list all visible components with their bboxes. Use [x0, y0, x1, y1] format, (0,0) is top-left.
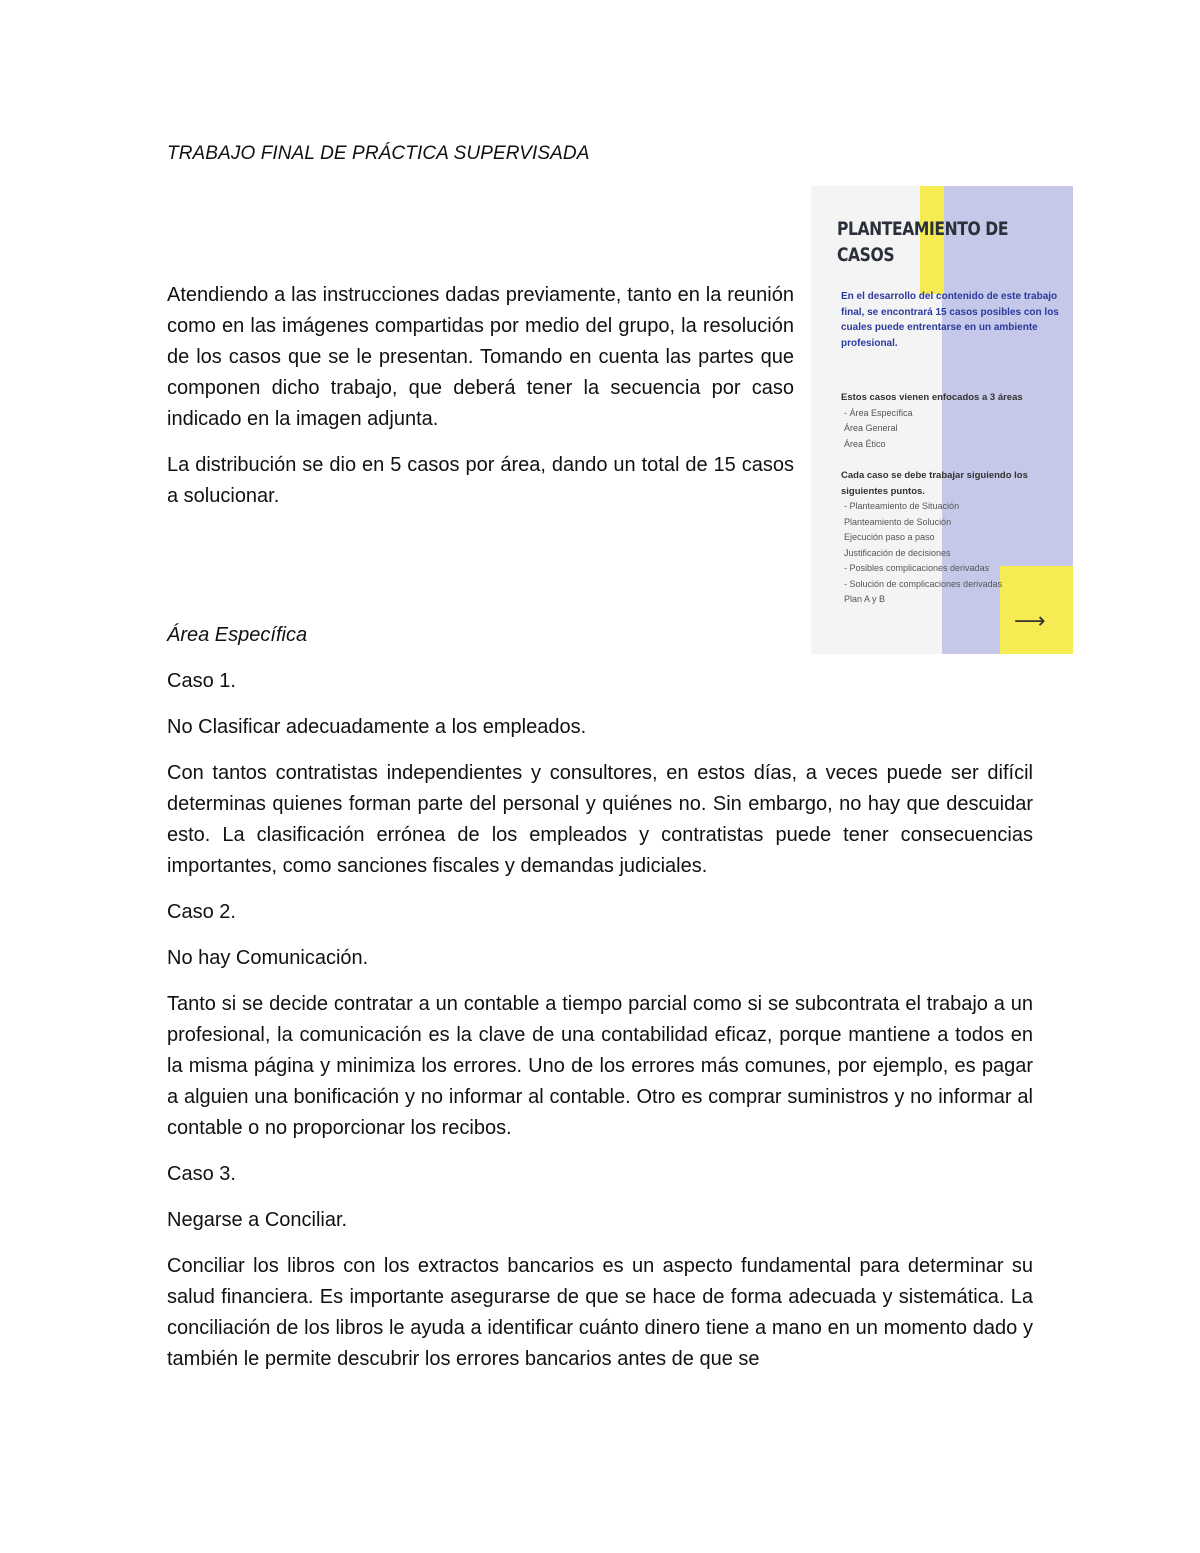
flyer-title: PLANTEAMIENTO DE CASOS	[837, 218, 1009, 266]
list-item: - Planteamiento de Situación	[844, 501, 960, 511]
list-item: Área Ético	[844, 438, 886, 449]
flyer-intro: En el desarrollo del contenido de este trabajo final, se encontrará 15 casos posibles con los cuales puede entrentarse en un ambiente profesional.	[841, 291, 1059, 349]
flyer-image	[811, 186, 1073, 654]
intro-section	[167, 280, 794, 527]
flyer-steps-list	[841, 499, 1066, 608]
case-text: Conciliar los libros con los extractos bancarios es un aspecto fundamental para determinar su salud financiera. Es importante asegurarse de que se hace de forma adecuada y sistemática. La conciliación de los libros le ayuda a identificar cuánto dinero tiene a mano en un momento dado y también le permite descubrir los errores bancarios antes de que se	[167, 1255, 1033, 1370]
list-item: Ejecución paso a paso	[844, 532, 935, 542]
case-title: Negarse a Conciliar.	[167, 1209, 348, 1231]
flyer-areas	[841, 390, 1066, 452]
intro-paragraph: Atendiendo a las instrucciones dadas previamente, tanto en la reunión como en las imágenes compartidas por medio del grupo, la resolución de los casos que se le presentan. Tomando en cuenta las partes que componen dicho trabajo, que deberá tener la secuencia por caso indicado en la imagen adjunta.	[167, 284, 794, 430]
case-label: Caso 2.	[167, 901, 236, 923]
list-item: Plan A y B	[844, 594, 886, 604]
list-item: Justificación de decisiones	[844, 547, 951, 558]
case-text: Tanto si se decide contratar a un contable a tiempo parcial como si se subcontrata el trabajo a un profesional, la comunicación es la clave de una contabilidad eficaz, porque mantiene a todos en la misma página y minimiza los errores. Uno de los errores más comunes, por ejemplo, es pagar a alguien una bonificación y no informar al contable. Otro es comprar suministros y no informar al contable o no proporcionar los recibos.	[167, 993, 1033, 1139]
flyer-areas-list	[841, 406, 1066, 453]
list-item: - Área Específica	[844, 407, 913, 418]
case-label: Caso 3.	[167, 1163, 236, 1185]
flyer-steps-heading: Cada caso se debe trabajar siguiendo los siguientes puntos.	[841, 470, 1028, 497]
case-text: Con tantos contratistas independientes y consultores, en estos días, a veces puede ser difícil determinas quienes forman parte del personal y quiénes no. Sin embargo, no hay que descuidar esto. La clasificación errónea de los empleados y contratistas puede tener consecuencias importantes, como sanciones fiscales y demandas judiciales.	[167, 762, 1033, 877]
intro-paragraph: La distribución se dio en 5 casos por área, dando un total de 15 casos a solucionar.	[167, 454, 794, 507]
list-item: Planteamiento de Solución	[844, 516, 952, 527]
case-label: Caso 1.	[167, 670, 236, 692]
arrow-right-icon: ⟶	[1014, 608, 1046, 633]
list-item: - Solución de complicaciones derivadas	[844, 578, 1003, 589]
list-item: Área General	[844, 423, 898, 433]
flyer-steps	[841, 468, 1066, 608]
document-title: TRABAJO FINAL DE PRÁCTICA SUPERVISADA	[167, 143, 590, 164]
case-title: No hay Comunicación.	[167, 947, 369, 969]
cases-section	[167, 620, 1033, 1390]
case-title: No Clasificar adecuadamente a los empleados.	[167, 716, 587, 738]
section-heading: Área Específica	[167, 624, 308, 646]
list-item: - Posibles complicaciones derivadas	[844, 563, 990, 573]
flyer-areas-heading: Estos casos vienen enfocados a 3 áreas	[841, 392, 1023, 403]
